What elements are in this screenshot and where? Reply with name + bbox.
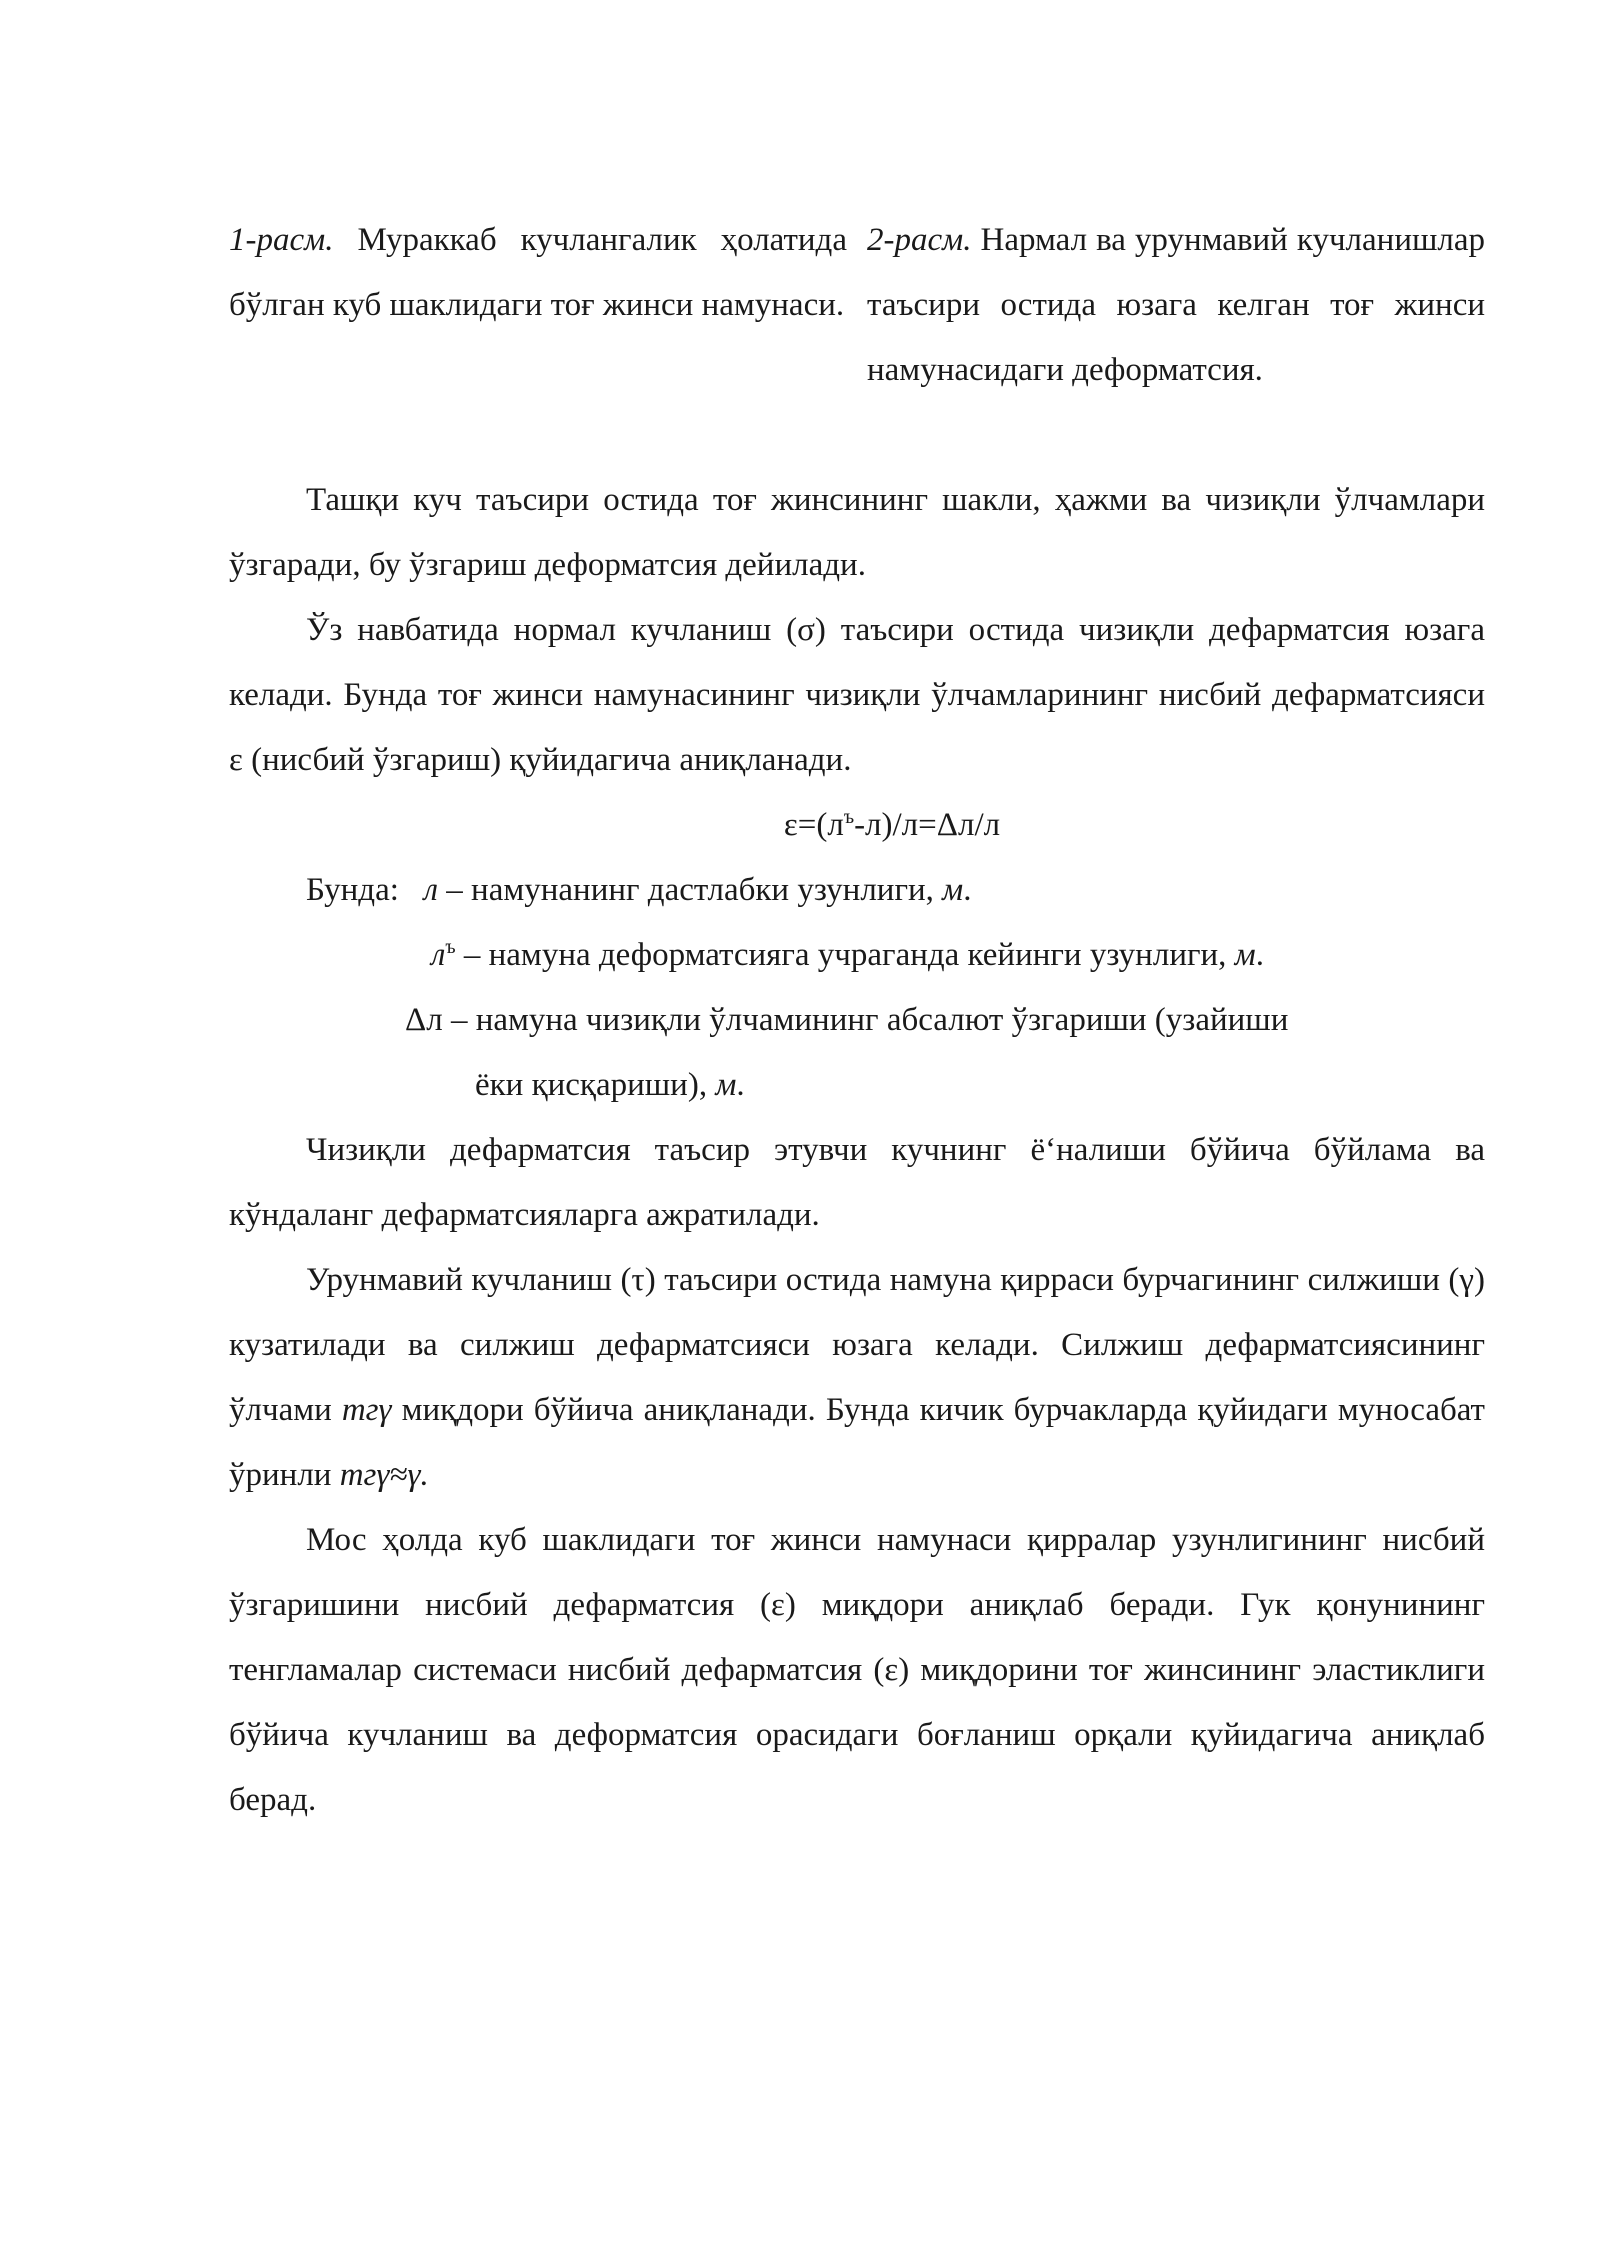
definition-3-text: Δл – намуна чизиқли ўлчамининг абсалют ўзгариши (узайиши (405, 1002, 1289, 1038)
figure-2-text: Нармал ва урунмавий кучланишлар таъсири остида юзага келган тоғ жинси намунасидаги деформатсия. (867, 222, 1486, 388)
definition-1-text: – намунанинг дастлабки узунлиги, (438, 872, 943, 908)
definition-intro: Бунда: (306, 872, 399, 908)
figure-captions (229, 208, 1485, 403)
figure-2-number: 2-расм. (867, 222, 972, 258)
definition-line-1 (229, 858, 1485, 923)
definition-2-text: – намуна деформатсияга учраганда кейинги узунлиги, (455, 937, 1235, 973)
figure-1-number: 1-расм. (229, 222, 334, 258)
definition-line-4 (229, 1053, 1485, 1118)
strain-formula (229, 793, 1485, 858)
formula-lhs: ε=(л (783, 807, 844, 843)
formula-superscript: ъ (843, 806, 855, 828)
spacer (229, 403, 1485, 468)
definition-1-unit: м (942, 872, 964, 908)
figure-1-caption (229, 208, 847, 403)
figure-1-text: Мураккаб кучлангалик ҳолатида бўлган куб шаклидаги тоғ жинси намунаси. (229, 222, 847, 323)
definition-4-dot: . (736, 1067, 745, 1103)
definition-2-unit: м (1234, 937, 1256, 973)
paragraph-linear-deformation: Чизиқли дефарматсия таъсир этувчи кучнинг ёʻналиши бўйича бўйлама ва кўндаланг дефарматсияларга ажратилади. (229, 1132, 1485, 1233)
formula-rhs: -л)/л=Δл/л (854, 807, 1001, 843)
definition-2-superscript: ъ (445, 936, 456, 958)
paragraph-deformation-definition: Ташқи куч таъсири остида тоғ жинсининг шакли, ҳажми ва чизиқли ўлчамлари ўзгаради, бу ўзгариш деформатсия дейилади. (229, 482, 1485, 583)
definition-2-symbol: л (431, 937, 446, 973)
definition-4-unit: м (715, 1067, 737, 1103)
paragraph-shear-stress (229, 1248, 1485, 1508)
shear-symbol-1: тгγ (341, 1392, 392, 1428)
definition-4-text: ёки қисқариши), (475, 1067, 716, 1103)
definition-line-2 (229, 923, 1485, 988)
paragraph-normal-stress: Ўз навбатида нормал кучланиш (σ) таъсири остида чизиқли дефарматсия юзага келади. Бунда тоғ жинси намунасининг чизиқли ўлчамларининг нисбий дефарматсияси ε (нисбий ўзгариш) қуйидагича аниқланади. (229, 612, 1485, 778)
definition-1-symbol: л (423, 872, 439, 908)
definition-1-dot: . (963, 872, 972, 908)
shear-text-a: Урунмавий кучланиш (τ) таъсири остида намуна қирраси бурчагининг силжиши (γ) кузатилади ва силжиш дефарматсияси юзага келади. Силжиш дефарматсиясининг ўлчами (229, 1262, 1485, 1428)
shear-text-b: миқдори бўйича аниқланади. Бунда кичик бурчакларда қуйидаги муносабат ўринли (229, 1392, 1485, 1493)
document-page (229, 208, 1485, 1833)
definition-2-dot: . (1255, 937, 1264, 973)
figure-2-caption (867, 208, 1485, 403)
definition-line-3 (229, 988, 1485, 1053)
paragraph-hooke-law: Мос ҳолда куб шаклидаги тоғ жинси намунаси қирралар узунлигининг нисбий ўзгаришини нисбий дефарматсия (ε) миқдори аниқлаб беради. Гук қонунининг тенгламалар системаси нисбий дефарматсия (ε) миқдорини тоғ жинсининг эластиклиги бўйича кучланиш ва деформатсия орасидаги боғланиш орқали қуйидагича аниқлаб берад. (229, 1522, 1485, 1818)
shear-symbol-2: тгγ≈γ. (339, 1457, 429, 1493)
